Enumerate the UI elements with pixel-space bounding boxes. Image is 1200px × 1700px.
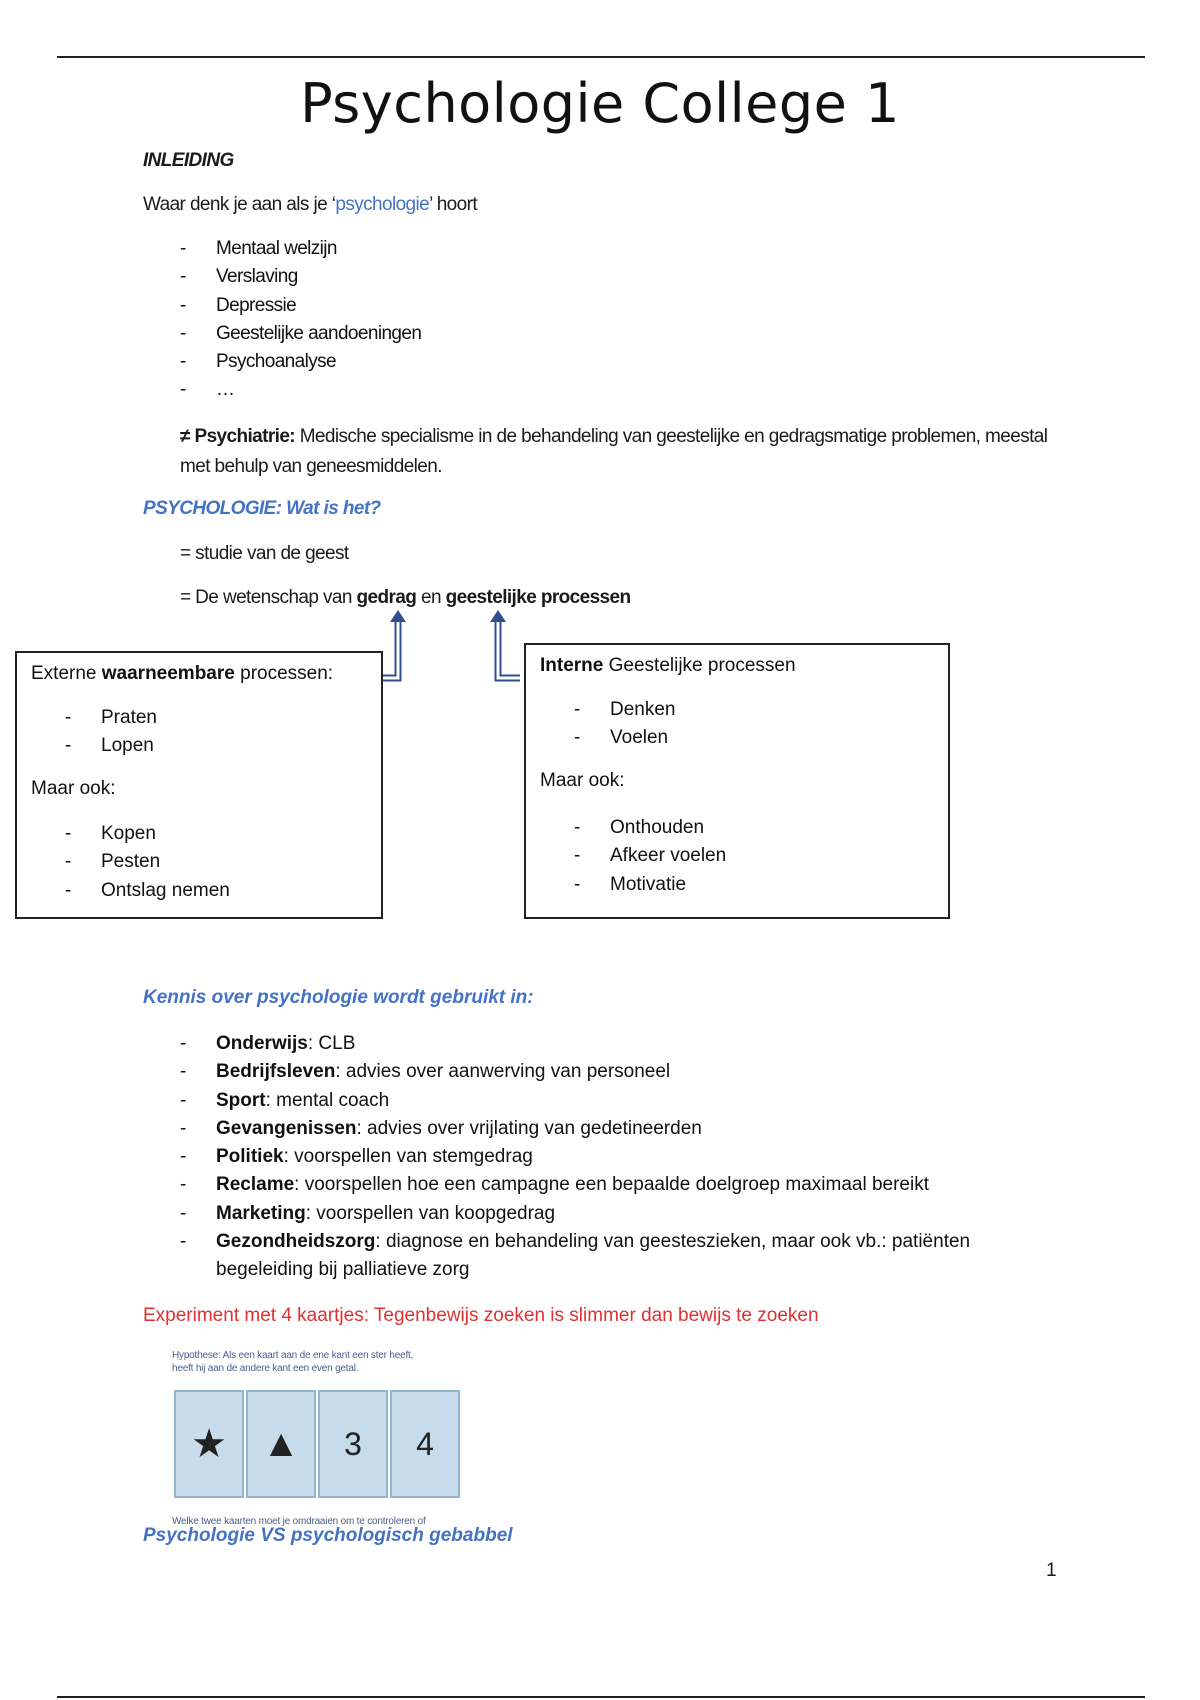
list-item-text: Onthouden: [610, 817, 705, 838]
list-item: [574, 871, 726, 899]
usage-item-text: : voorspellen van koopgedrag: [305, 1202, 556, 1224]
usage-item-text: : diagnose en behandeling van geesteszieken, maar ook vb.: patiënten begeleiding bij palliatieve zorg: [216, 1231, 971, 1281]
card-triangle[interactable]: ▲: [246, 1390, 316, 1498]
list-item: [574, 842, 726, 870]
card-three[interactable]: 3: [318, 1390, 388, 1498]
card-question: Welke twee kaarten moet je omdraaien om te controleren of: [172, 1516, 426, 1527]
external-maar-ook: Maar ook:: [31, 778, 116, 799]
dash-bullet: -: [65, 735, 72, 757]
usage-item-bold: Bedrijfsleven: [216, 1061, 336, 1083]
card-star[interactable]: ★: [174, 1390, 244, 1498]
list-item: [180, 1030, 1060, 1058]
usage-item-bold: Marketing: [216, 1202, 306, 1224]
dash-bullet: -: [574, 817, 581, 838]
dash-bullet: -: [180, 1146, 187, 1168]
dash-bullet: -: [180, 1089, 187, 1111]
definition-gedrag: gedrag: [356, 587, 417, 608]
internal-maar-ook: Maar ook:: [540, 770, 625, 791]
definition-line-2: [180, 587, 631, 609]
hypothesis-line-2: heeft hij aan de andere kant een even getal.: [172, 1363, 359, 1374]
card-four[interactable]: 4: [390, 1390, 460, 1498]
arrows-diagram: [370, 610, 530, 686]
list-item: [180, 1115, 1060, 1143]
list-item: [574, 724, 676, 752]
dash-bullet: -: [180, 266, 186, 288]
hypothesis-text: [172, 1349, 413, 1375]
definition-line-1: = studie van de geest: [180, 543, 349, 564]
page-title: Psychologie College 1: [300, 72, 900, 135]
list-item-text: Psychoanalyse: [216, 351, 336, 373]
usage-list: [180, 1030, 1060, 1285]
experiment-heading: Experiment met 4 kaartjes: Tegenbewijs zoeken is slimmer dan bewijs te zoeken: [143, 1305, 819, 1326]
external-processes-box: [15, 651, 383, 919]
dash-bullet: -: [180, 1117, 187, 1139]
dash-bullet: -: [180, 1061, 187, 1083]
dash-bullet: -: [65, 851, 72, 873]
list-item-text: Motivatie: [610, 873, 687, 895]
intro-list: [180, 235, 421, 405]
dash-bullet: -: [180, 1231, 187, 1253]
list-item: [180, 1143, 1060, 1171]
dash-bullet: -: [574, 845, 581, 867]
list-item: [65, 820, 230, 848]
intro-question: [143, 194, 477, 216]
external-title-bold: waarneembare: [101, 663, 235, 684]
list-item-text: Ontslag nemen: [101, 879, 230, 901]
list-item: [180, 1171, 1060, 1199]
definition-prefix: = De wetenschap van: [180, 587, 357, 608]
list-item-text: Lopen: [101, 735, 154, 757]
usage-item-text: : CLB: [307, 1033, 356, 1054]
list-item-text: Pesten: [101, 851, 161, 873]
bottom-rule: [57, 1696, 1145, 1698]
dash-bullet: -: [180, 238, 186, 259]
usage-item-text: : mental coach: [265, 1089, 390, 1111]
internal-box-title: [540, 655, 796, 677]
intro-heading: INLEIDING: [143, 150, 234, 171]
psychiatrie-note: [180, 422, 1060, 482]
list-item-text: Denken: [610, 699, 676, 720]
dash-bullet: -: [180, 379, 186, 401]
list-item: [574, 696, 676, 724]
list-item: [180, 263, 421, 291]
intro-question-end: ’ hoort: [429, 194, 478, 215]
external-title-post: processen:: [234, 663, 334, 684]
internal-list: [574, 696, 676, 753]
definition-mid: en: [416, 587, 446, 608]
list-item: [180, 1200, 1060, 1228]
list-item: [65, 732, 157, 760]
list-item: [180, 320, 421, 348]
internal-title-bold: Interne: [540, 655, 604, 676]
usage-item-text: : voorspellen hoe een campagne een bepaalde doelgroep maximaal bereikt: [294, 1174, 929, 1196]
usage-heading: Kennis over psychologie wordt gebruikt in:: [143, 987, 534, 1008]
list-item: [65, 877, 230, 905]
top-rule: [57, 56, 1145, 58]
usage-item-bold: Onderwijs: [216, 1033, 308, 1054]
dash-bullet: -: [180, 1202, 187, 1224]
usage-item-text: : advies over vrijlating van gedetineerden: [356, 1117, 702, 1139]
dash-bullet: -: [65, 823, 72, 844]
list-item: [180, 1087, 1060, 1115]
dash-bullet: -: [65, 707, 72, 728]
list-item-text: Afkeer voelen: [610, 845, 727, 867]
usage-item-bold: Politiek: [216, 1146, 284, 1168]
internal-list-2: [574, 814, 726, 899]
external-title-pre: Externe: [31, 663, 102, 684]
list-item-text: Depressie: [216, 294, 297, 316]
usage-item-bold: Gevangenissen: [216, 1117, 357, 1139]
psychiatrie-label: ≠ Psychiatrie:: [180, 426, 296, 447]
psychiatrie-text: Medische specialisme in de behandeling van geestelijke en gedragsmatige problemen, meestal met behulp van geneesmiddelen.: [180, 426, 1048, 477]
list-item: [180, 348, 421, 376]
dash-bullet: -: [180, 1033, 187, 1054]
list-item-text: Praten: [101, 707, 157, 728]
arrow-to-processen-icon: [498, 618, 520, 678]
hypothesis-line-1: Hypothese: Als een kaart aan de ene kant een ster heeft,: [172, 1350, 414, 1361]
page-number: 1: [1046, 1560, 1056, 1581]
external-box-title: [31, 663, 333, 685]
usage-item-bold: Sport: [216, 1089, 266, 1111]
list-item: [180, 1228, 1060, 1285]
list-item-text: Verslaving: [216, 266, 298, 288]
dash-bullet: -: [180, 1174, 187, 1196]
intro-question-highlight: psychologie: [335, 194, 430, 215]
list-item: [180, 1058, 1060, 1086]
usage-item-bold: Reclame: [216, 1174, 295, 1196]
dash-bullet: -: [180, 351, 186, 373]
intro-question-start: Waar denk je aan als je ‘: [143, 194, 336, 215]
dash-bullet: -: [574, 699, 581, 720]
dash-bullet: -: [574, 727, 581, 749]
dash-bullet: -: [574, 873, 581, 895]
usage-item-text: : advies over aanwerving van personeel: [335, 1061, 671, 1083]
list-item: [180, 292, 421, 320]
dash-bullet: -: [65, 879, 72, 901]
usage-item-text: : voorspellen van stemgedrag: [283, 1146, 533, 1168]
list-item: [180, 235, 421, 263]
list-item-text: Geestelijke aandoeningen: [216, 322, 422, 344]
list-item: [180, 376, 421, 404]
internal-title-post: Geestelijke processen: [603, 655, 796, 676]
list-item-text: Kopen: [101, 823, 156, 844]
internal-processes-box: [524, 643, 950, 919]
list-item-text: Mentaal welzijn: [216, 238, 337, 259]
dash-bullet: -: [180, 322, 186, 344]
list-item-text: …: [216, 379, 235, 401]
next-section-heading: Psychologie VS psychologisch gebabbel: [143, 1525, 513, 1546]
definition-heading: PSYCHOLOGIE: Wat is het?: [143, 498, 381, 519]
list-item: [65, 848, 230, 876]
dash-bullet: -: [180, 294, 186, 316]
list-item: [574, 814, 726, 842]
external-list: [65, 704, 157, 761]
list-item-text: Voelen: [610, 727, 669, 749]
list-item: [65, 704, 157, 732]
external-list-2: [65, 820, 230, 905]
usage-item-bold: Gezondheidszorg: [216, 1231, 376, 1253]
definition-processen: geestelijke processen: [445, 587, 631, 608]
